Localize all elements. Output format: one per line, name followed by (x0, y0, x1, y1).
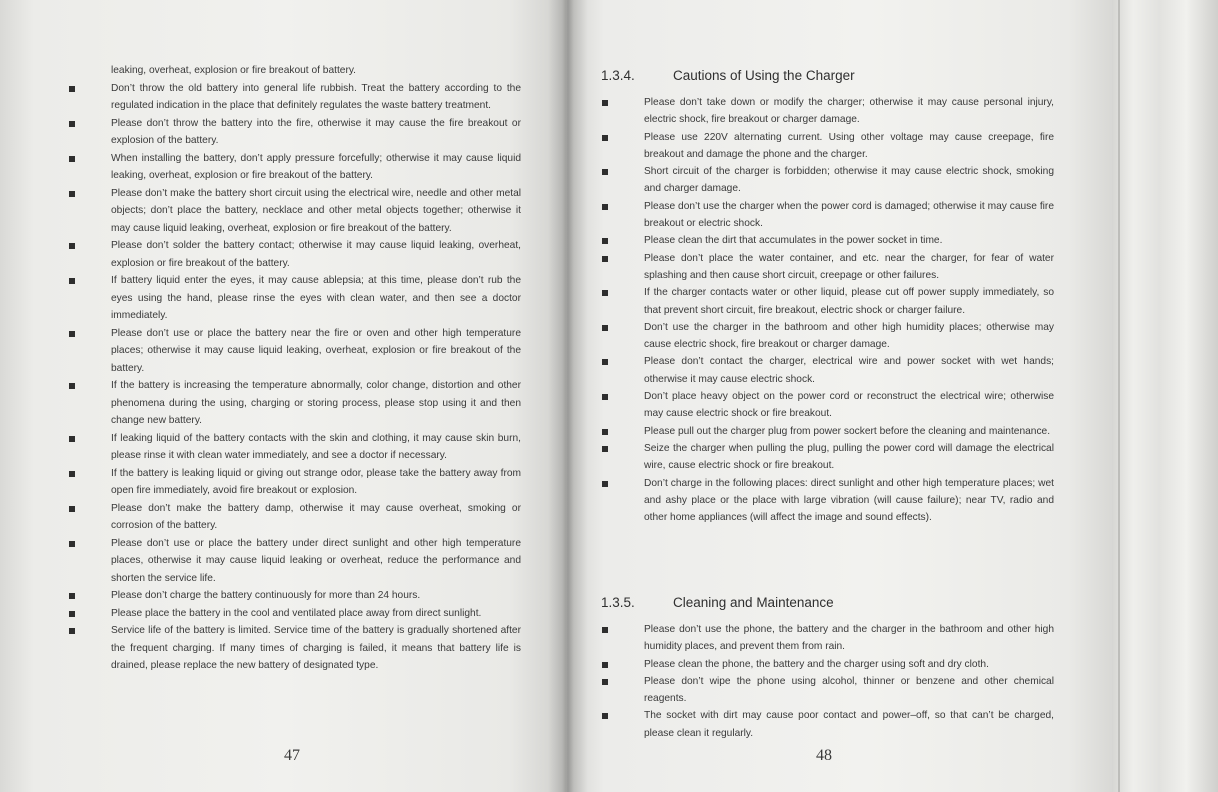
square-bullet-icon (69, 121, 75, 127)
list-item: Service life of the battery is limited. Service time of the battery is gradually shortened after the frequent charging. If many times of charging is failed, it means that battery life is drained, please replace the new battery of designated type. (111, 622, 521, 675)
square-bullet-icon (602, 394, 608, 400)
section-title: Cautions of Using the Charger (673, 68, 855, 83)
square-bullet-icon (69, 383, 75, 389)
square-bullet-icon (69, 243, 75, 249)
list-item: Don’t use the charger in the bathroom and other high humidity places; otherwise may cause electric shock, fire breakout or charger damage. (644, 319, 1054, 354)
list-item: Please don’t solder the battery contact; otherwise it may cause liquid leaking, overheat, explosion or fire breakout of the battery. (111, 237, 521, 272)
square-bullet-icon (602, 446, 608, 452)
battery-cautions-list (111, 80, 521, 675)
list-item: If the battery is leaking liquid or giving out strange odor, please take the battery away from open fire immediately, avoid fire breakout or explosion. (111, 465, 521, 500)
square-bullet-icon (602, 679, 608, 685)
square-bullet-icon (69, 611, 75, 617)
square-bullet-icon (69, 278, 75, 284)
list-item: Please don’t use the charger when the power cord is damaged; otherwise it may cause fire breakout or electric shock. (644, 198, 1054, 233)
list-item: Please place the battery in the cool and ventilated place away from direct sunlight. (111, 605, 521, 623)
square-bullet-icon (602, 169, 608, 175)
list-item: When installing the battery, don’t apply pressure forcefully; otherwise it may cause liquid leaking, overheat, explosion or fire breakout of the battery. (111, 150, 521, 185)
square-bullet-icon (69, 541, 75, 547)
square-bullet-icon (602, 359, 608, 365)
square-bullet-icon (602, 290, 608, 296)
list-item: If leaking liquid of the battery contacts with the skin and clothing, it may cause skin burn, please rinse it with clean water immediately, and see a doctor if necessary. (111, 430, 521, 465)
list-item: Please don’t use the phone, the battery and the charger in the bathroom and other high humidity places, and prevent them from rain. (644, 621, 1054, 656)
list-item: Please clean the phone, the battery and the charger using soft and dry cloth. (644, 656, 1054, 673)
square-bullet-icon (69, 471, 75, 477)
list-item: Please don’t throw the battery into the fire, otherwise it may cause the fire breakout or explosion of the battery. (111, 115, 521, 150)
section-heading (601, 68, 855, 83)
list-item: If the charger contacts water or other liquid, please cut off power supply immediately, so that prevent short circuit, fire breakout, electric shock or charger failure. (644, 284, 1054, 319)
list-item: If battery liquid enter the eyes, it may cause ablepsia; at this time, please don’t rub the eyes using the hand, please rinse the eyes with clean water, and then see a doctor immediately. (111, 272, 521, 325)
continuation-text: leaking, overheat, explosion or fire breakout of battery. (111, 65, 357, 76)
square-bullet-icon (69, 331, 75, 337)
square-bullet-icon (602, 238, 608, 244)
left-page (0, 0, 566, 792)
square-bullet-icon (69, 86, 75, 92)
square-bullet-icon (69, 506, 75, 512)
list-item: Please clean the dirt that accumulates in the power socket in time. (644, 232, 1054, 249)
square-bullet-icon (602, 135, 608, 141)
list-item: Please don’t wipe the phone using alcohol, thinner or benzene and other chemical reagents. (644, 673, 1054, 708)
list-item: Please pull out the charger plug from power sockert before the cleaning and maintenance. (644, 423, 1054, 440)
list-item: Short circuit of the charger is forbidden; otherwise it may cause electric shock, smoking and charger damage. (644, 163, 1054, 198)
list-item: Please don’t use or place the battery under direct sunlight and other high temperature places, otherwise it may cause liquid leaking or overheat, reduce the performance and shorten the service life. (111, 535, 521, 588)
list-item: Please don’t charge the battery continuously for more than 24 hours. (111, 587, 521, 605)
square-bullet-icon (69, 156, 75, 162)
list-item: If the battery is increasing the temperature abnormally, color change, distortion and other phenomena during the using, charging or storing process, please stop using it and then change new battery. (111, 377, 521, 430)
square-bullet-icon (602, 627, 608, 633)
list-item: Please don’t take down or modify the charger; otherwise it may cause personal injury, electric shock, fire breakout or charger damage. (644, 94, 1054, 129)
list-item: Please don’t place the water container, and etc. near the charger, for fear of water splashing and then cause short circuit, creepage or other failures. (644, 250, 1054, 285)
list-item: Seize the charger when pulling the plug, pulling the power cord will damage the electrical wire, cause electric shock or fire breakout. (644, 440, 1054, 475)
section-title: Cleaning and Maintenance (673, 595, 834, 610)
square-bullet-icon (602, 100, 608, 106)
square-bullet-icon (69, 436, 75, 442)
section-number: 1.3.4. (601, 68, 635, 83)
list-item: The socket with dirt may cause poor contact and power–off, so that can’t be charged, please clean it regularly. (644, 707, 1054, 742)
square-bullet-icon (69, 628, 75, 634)
square-bullet-icon (602, 256, 608, 262)
list-item: Please don’t contact the charger, electrical wire and power socket with wet hands; otherwise it may cause electric shock. (644, 353, 1054, 388)
square-bullet-icon (69, 593, 75, 599)
list-item: Don’t charge in the following places: direct sunlight and other high temperature places; wet and ashy place or the place with large vibration (will cause failure); near TV, radio and other home appliances (will affect the image and sound effects). (644, 475, 1054, 527)
section-heading (601, 595, 834, 610)
page-edge-strip (1112, 0, 1218, 792)
square-bullet-icon (602, 713, 608, 719)
square-bullet-icon (602, 662, 608, 668)
square-bullet-icon (69, 191, 75, 197)
page-number: 48 (816, 747, 832, 764)
page-edge-line (1118, 0, 1120, 792)
list-item: Please use 220V alternating current. Using other voltage may cause creepage, fire breakout and damage the phone and the charger. (644, 129, 1054, 164)
page-number: 47 (284, 747, 300, 764)
list-item: Please don’t make the battery short circuit using the electrical wire, needle and other metal objects; don’t place the battery, necklace and other metal objects together; otherwise it may cause liquid leaking, overheat, explosion or fire breakout of the battery. (111, 185, 521, 238)
right-page (566, 0, 1112, 792)
list-item: Please don’t make the battery damp, otherwise it may cause overheat, smoking or corrosion of the battery. (111, 500, 521, 535)
list-item: Don’t place heavy object on the power cord or reconstruct the electrical wire; otherwise may cause electric shock or fire breakout. (644, 388, 1054, 423)
section-number: 1.3.5. (601, 595, 635, 610)
square-bullet-icon (602, 481, 608, 487)
charger-cautions-list (644, 94, 1054, 526)
list-item: Please don’t use or place the battery near the fire or oven and other high temperature places; otherwise it may cause liquid leaking, overheat, explosion or fire breakout of the battery. (111, 325, 521, 378)
left-page-content (111, 62, 521, 675)
maintenance-list (644, 621, 1054, 742)
square-bullet-icon (602, 429, 608, 435)
square-bullet-icon (602, 325, 608, 331)
list-item: Don’t throw the old battery into general life rubbish. Treat the battery according to the regulated indication in the place that definitely regulates the waste battery treatment. (111, 80, 521, 115)
square-bullet-icon (602, 204, 608, 210)
